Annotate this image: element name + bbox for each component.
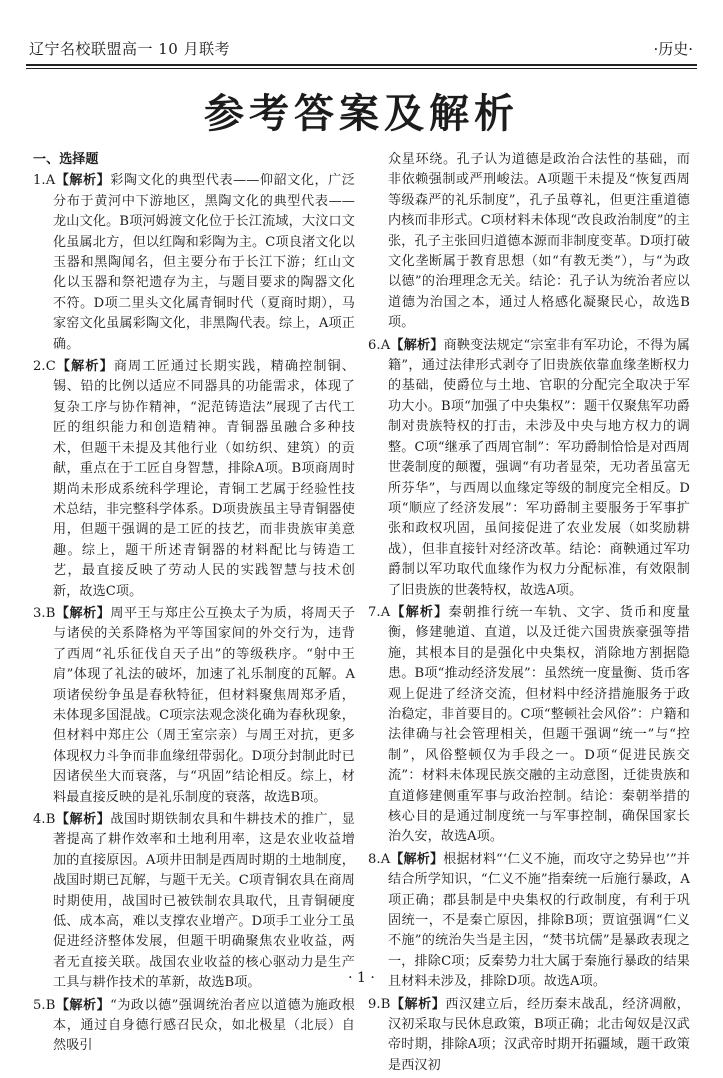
analysis-tag: 【解析】 [390, 851, 444, 867]
analysis-tag: 【解析】 [55, 359, 114, 375]
answer-choice: A [380, 337, 391, 353]
answer-analysis: 众星环绕。孔子认为道德是政治合法性的基础，而非依赖强制或严刑峻法。A项题干未提及“恢复西周等级森严的礼乐制度”，孔子虽尊礼，但更注重道德内核而非形式。C项材料未体现“改良政治制度”的主张，孔子主张回归道德本源而非制度变革。D项打破文化垄断属于教育思想（如“有教无类”），与“为政以德”的治理理念无关。结论：孔子认为统治者应以道德为治国之本，通过人格感化凝聚民心，故选B项。 [388, 152, 690, 331]
answer-number: 1. [33, 173, 46, 189]
answer-analysis: 商周工匠通过长期实践，精确控制铜、锡、铅的比例以适应不同器具的功能需求，体现了复杂工序与协作精神，“泥范铸造法”展现了古代工匠的组织能力和创造精神。青铜器虽融合多种技术，但题干未提及其他行业（如纺织、建筑）的贡献，重点在于工匠自身智慧，排除A项。B项商周时期尚未形成系统科学理论，青铜工艺属于经验性技术总结，非完整科学体系。D项贵族虽主导青铜器使用，但题干强调的是工匠的技艺，而非贵族审美意趣。综上，题干所述青铜器的材料配比与铸造工艺，最直接反映了劳动人民的实践智慧与技术创新，故选C项。 [53, 359, 356, 599]
answer-number: 2. [33, 359, 46, 375]
analysis-tag: 【解析】 [55, 605, 111, 621]
answer-choice: A [45, 173, 56, 189]
answer-number: 3. [33, 605, 46, 621]
answer-choice: B [45, 812, 56, 827]
answer-choice: B [45, 997, 56, 1013]
page-number: · 1 · [348, 970, 375, 986]
answer-item [33, 357, 355, 602]
analysis-tag: 【解析】 [55, 173, 111, 189]
analysis-tag: 【解析】 [390, 996, 446, 1012]
analysis-tag: 【解析】 [390, 337, 444, 353]
answer-number: 5. [33, 997, 46, 1013]
answer-item [33, 171, 355, 355]
answer-number: 6. [368, 337, 381, 353]
answer-analysis: 商鞅变法规定“宗室非有军功论，不得为属籍”，通过法律形式剥夺了旧贵族依靠血缘垄断权力的基础，使爵位与土地、官职的分配完全取决于军功大小。B项“加强了中央集权”：题干仅聚焦军功爵制对贵族特权的打击，未涉及中央与地方权力的调整。C项“继承了西周官制”：军功爵制恰恰是对西周世袭制度的颠覆，强调“有功者显荣，无功者虽富无所芬华”，与西周以血缘定等级的制度完全相反。D项“顺应了经济发展”：军功爵制主要服务于军事扩张和政权巩固，虽间接促进了农业发展（如奖励耕战），但非直接针对经济改革。结论：商鞅通过军功爵制以军功取代血缘作为权力分配标准，有效限制了旧贵族的世袭特权，故选A项。 [388, 337, 690, 598]
answer-analysis: 根据材料“‘仁义不施，而攻守之势异也’”并结合所学知识，“仁义不施”指秦统一后施行暴政，A项正确；郡县制是中央集权的行政制度，有利于巩固统一，不是秦亡原因，排除B项；贾谊强调“仁义不施”的统治失当是主因，“焚书坑儒”是暴政表现之一，排除C项；反秦势力壮大属于秦施行暴政的结果且材料未涉及，排除D项。故选A项。 [388, 851, 691, 990]
answer-item [368, 995, 690, 1077]
answer-choice: C [45, 359, 56, 375]
answer-item [33, 810, 355, 994]
answer-analysis: 彩陶文化的典型代表——仰韶文化，广泛分布于黄河中下游地区，黑陶文化的典型代表——龙山文化。B项河姆渡文化位于长江流域，大汶口文化虽属北方，但以红陶和彩陶为主。C项良渚文化以玉器和黑陶闻名，但主要分布于长江下游；红山文化以玉器和祭祀遗存为主，与题目要求的陶器文化不符。D项二里头文化属青铜时代（夏商时期），马家窑文化虽属彩陶文化，非黑陶代表。综上，A项正确。 [53, 173, 355, 352]
section-heading: 一、选择题 [33, 152, 99, 167]
answer-analysis: “为政以德”强调统治者应以道德为施政根本，通过自身德行感召民众，如北极星（北辰）自然吸引 [53, 997, 355, 1054]
answer-analysis: 战国时期铁制农具和牛耕技术的推广，显著提高了耕作效率和土地利用率，这是农业收益增加的直接原因。A项井田制是西周时期的土地制度，战国时期已瓦解，与题干无关。C项青铜农具在商周时期使用，战国时已被铁制农具取代，且青铜硬度低、成本高，难以支撑农业增产。D项手工业分工虽促进经济整体发展，但题干明确聚焦农业收益，两者无直接关联。战国农业收益的核心驱动力是生产工具与耕作技术的革新，故选B项。 [53, 812, 355, 991]
answer-number: 9. [368, 996, 381, 1012]
answer-number: 7. [368, 604, 381, 620]
answer-item [368, 603, 690, 848]
answer-analysis: 秦朝推行统一车轨、文字、货币和度量衡，修建驰道、直道，以及迁徙六国贵族豪强等措施，其根本目的是强化中央集权，消除地方割据隐患。B项“推动经济发展”：虽然统一度量衡、货币客观上促进了经济交流，但材料中经济措施服务于政治稳定，非首要目的。C项“整顿社会风俗”：户籍和法律确与社会管理相关，但题干强调“统一”与“控制”，风俗整顿仅为手段之一。D项“促进民族交流”：材料未体现民族交融的主动意图，迁徙贵族和直道修建侧重军事与政治控制。结论：秦朝举措的核心目的是通过制度统一与军事控制，确保国家长治久安，故选A项。 [388, 604, 690, 845]
right-column [368, 150, 690, 1078]
answer-item [33, 996, 355, 1057]
header-exam-title: 辽宁名校联盟高一 10 月联考 [29, 40, 231, 58]
header-subject: ·历史· [653, 40, 693, 58]
left-column [33, 150, 355, 1059]
analysis-tag: 【解析】 [55, 997, 111, 1013]
answer-choice: A [380, 851, 391, 867]
page-title: 参考答案及解析 [204, 91, 519, 137]
analysis-tag: 【解析】 [55, 812, 111, 827]
answer-analysis: 西汉建立后，经历秦末战乱，经济凋敝，汉初采取与民休息政策，B项正确；北击匈奴是汉武帝时期，排除A项；汉武帝时期开拓疆域，题干政策是西汉初 [388, 996, 690, 1073]
header-rule-thin [26, 68, 697, 69]
answer-choice: A [380, 604, 391, 620]
analysis-tag: 【解析】 [390, 604, 449, 620]
answer-choice: B [45, 605, 56, 621]
answer-item [33, 604, 355, 808]
answer-item [368, 336, 690, 601]
header-rule-thick [26, 64, 697, 66]
answer-choice: B [380, 996, 391, 1012]
answer-number: 4. [33, 812, 46, 827]
answer-item [368, 150, 690, 334]
answer-analysis: 周平王与郑庄公互换太子为质，将周天子与诸侯的关系降格为平等国家间的外交行为，违背了西周“礼乐征伐自天子出”的等级秩序。“射中王肩”体现了礼法的破坏，加速了礼乐制度的瓦解。A项诸侯纷争虽是春秋特征，但材料聚焦周郑矛盾，未体现多国混战。C项宗法观念淡化确为春秋现象，但材料中郑庄公（周王室宗亲）与周王对抗，更多体现权力斗争而非血缘纽带弱化。D项分封制此时已因诸侯坐大而衰落，与“巩固”结论相反。综上，材料最直接反映的是礼乐制度的衰落，故选B项。 [53, 605, 355, 805]
answer-number: 8. [368, 851, 381, 867]
